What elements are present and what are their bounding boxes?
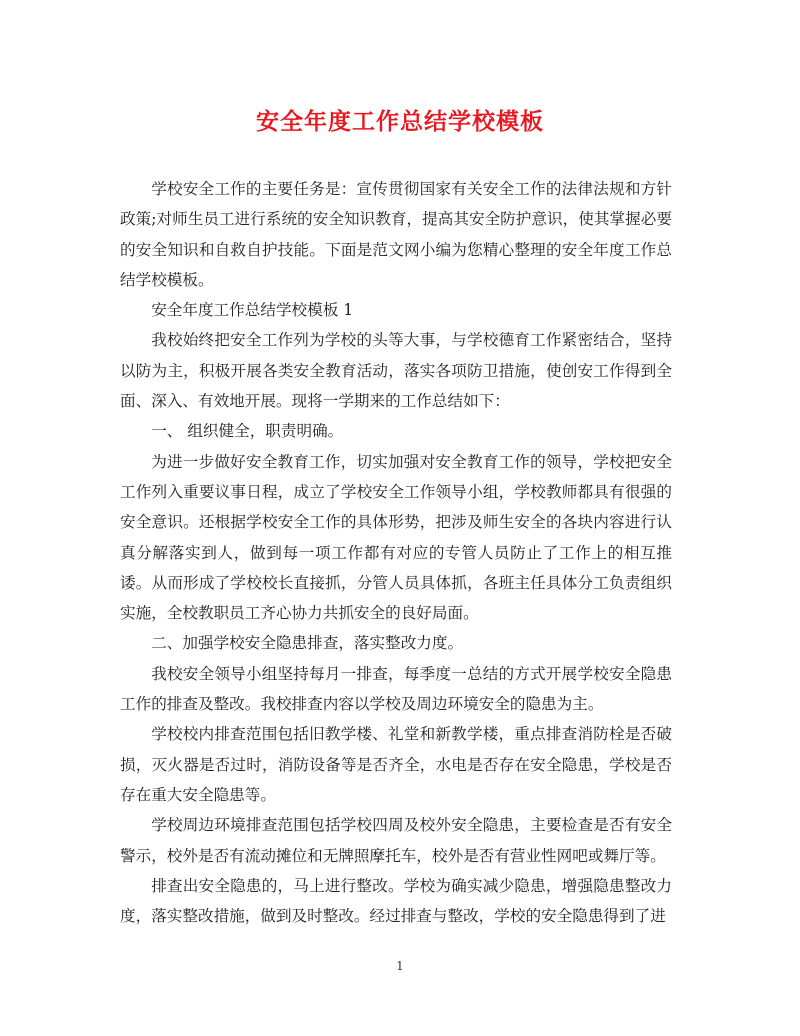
body-paragraph: 学校周边环境排查范围包括学校四周及校外安全隐患，主要检查是否有安全警示，校外是否有流动摊位和无牌照摩托车，校外是否有营业性网吧或舞厅等。 <box>120 816 672 865</box>
section-heading-organization: 一、 组织健全，职责明确。 <box>151 422 344 441</box>
section-heading-template-1: 安全年度工作总结学校模板 1 <box>151 301 354 320</box>
page-number: 1 <box>396 959 404 973</box>
body-paragraph: 我校安全领导小组坚持每月一排查，每季度一总结的方式开展学校安全隐患工作的排查及整改。我校排查内容以学校及周边环境安全的隐患为主。 <box>120 664 672 714</box>
document-title: 安全年度工作总结学校模板 <box>256 108 544 135</box>
document-body <box>120 174 672 931</box>
body-paragraph: 我校始终把安全工作列为学校的头等大事，与学校德育工作紧密结合，坚持以防为主，积极开展各类安全教育活动，落实各项防卫措施，使创安工作得到全面、深入、有效地开展。现将一学期来的工作总结如下： <box>120 331 672 411</box>
body-paragraph: 排查出安全隐患的，马上进行整改。学校为确实减少隐患，增强隐患整改力度，落实整改措施，做到及时整改。经过排查与整改，学校的安全隐患得到了进 <box>120 876 672 926</box>
section-heading-hazard-inspection: 二、加强学校安全隐患排查，落实整改力度。 <box>151 634 464 653</box>
body-paragraph: 学校校内排查范围包括旧教学楼、礼堂和新教学楼，重点排查消防栓是否破损，灭火器是否过时，消防设备等是否齐全，水电是否存在安全隐患，学校是否存在重大安全隐患等。 <box>120 725 672 804</box>
intro-paragraph: 学校安全工作的主要任务是：宣传贯彻国家有关安全工作的法律法规和方针政策;对师生员工进行系统的安全知识教育，提高其安全防护意识，使其掌握必要的安全知识和自救自护技能。下面是范文网小编为您精心整理的安全年度工作总结学校模板。 <box>120 180 672 289</box>
body-paragraph: 为进一步做好安全教育工作，切实加强对安全教育工作的领导，学校把安全工作列入重要议事日程，成立了学校安全工作领导小组，学校教师都具有很强的安全意识。还根据学校安全工作的具体形势，把涉及师生安全的各块内容进行认真分解落实到人，做到每一项工作都有对应的专管人员防止了工作上的相互推诿。从而形成了学校校长直接抓，分管人员具体抓，各班主任具体分工负责组织实施，全校教职员工齐心协力共抓安全的良好局面。 <box>120 452 672 623</box>
